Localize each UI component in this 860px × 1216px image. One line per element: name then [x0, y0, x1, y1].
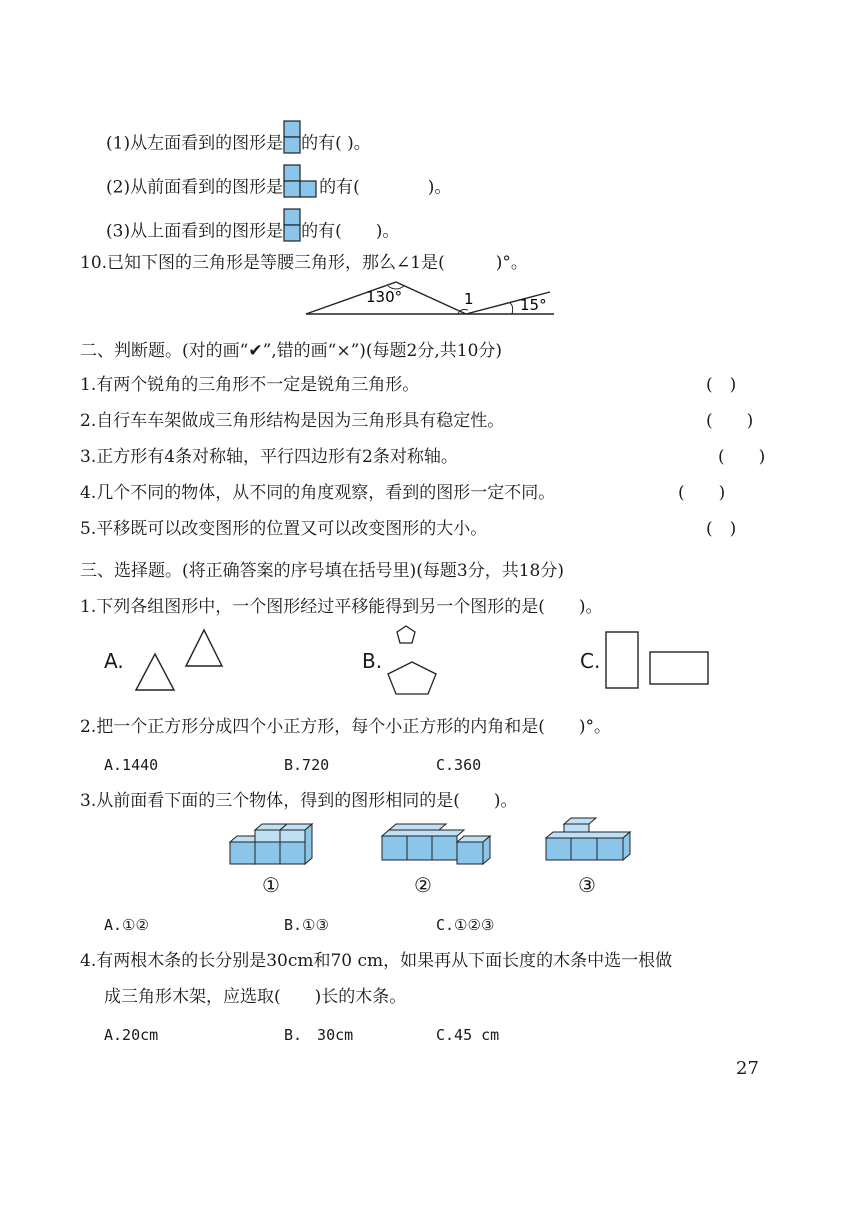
tf-item-4: 4.几个不同的物体，从不同的角度观察，看到的图形一定不同。 — [80, 483, 556, 503]
cube-label-1: ① — [262, 873, 280, 897]
tf-paren-1[interactable]: ( ) — [706, 375, 737, 395]
option-b-pentagons — [384, 622, 444, 698]
tf-item-1: 1.有两个锐角的三角形不一定是锐角三角形。 — [80, 375, 420, 395]
mc-q4-option-c[interactable]: C.45 cm — [436, 1026, 500, 1044]
mc-q1-text: 1.下列各组图形中，一个图形经过平移能得到另一个图形的是( )。 — [80, 597, 603, 617]
mc-q3-option-b[interactable]: B.①③ — [284, 916, 329, 934]
mc-q4-option-a[interactable]: A.20cm — [104, 1026, 159, 1044]
q9-line-2-pre: (2)从前面看到的图形是 — [106, 177, 284, 198]
section-2-title: 二、判断题。(对的画“✔”,错的画“×”)(每题2分,共10分) — [80, 341, 503, 361]
cube-figure-3 — [544, 816, 634, 866]
mc-q4-line-1: 4.有两根木条的长分别是30cm和70 cm，如果再从下面长度的木条中选一根做 — [80, 951, 673, 971]
two-stacked-squares-icon — [283, 120, 301, 156]
tf-paren-2[interactable]: ( ) — [706, 411, 754, 431]
tf-paren-5[interactable]: ( ) — [706, 519, 737, 539]
angle-1-label: 1 — [464, 290, 474, 308]
mc-q1-option-b[interactable]: B. — [362, 649, 383, 673]
q9-line-2 — [106, 170, 451, 206]
cube-figure-1 — [228, 820, 320, 868]
q9-line-1 — [106, 126, 371, 162]
q9-line-2-post: 的有( )。 — [319, 177, 452, 198]
mc-q1-option-c[interactable]: C. — [580, 649, 601, 673]
mc-q2-option-c[interactable]: C.360 — [436, 756, 482, 774]
mc-q4-line-2: 成三角形木架，应选取( )长的木条。 — [104, 987, 407, 1007]
tf-paren-4[interactable]: ( ) — [678, 483, 726, 503]
isosceles-triangle-diagram — [300, 276, 560, 320]
mc-q4-option-b[interactable]: B. 30cm — [284, 1026, 354, 1044]
two-stacked-squares-icon — [283, 208, 301, 244]
mc-q3-text: 3.从前面看下面的三个物体，得到的图形相同的是( )。 — [80, 791, 518, 811]
page-number: 27 — [736, 1058, 759, 1079]
mc-q3-option-a[interactable]: A.①② — [104, 916, 149, 934]
l-shape-squares-icon — [283, 164, 319, 200]
mc-q3-option-c[interactable]: C.①②③ — [436, 916, 495, 934]
cube-figure-2 — [380, 820, 492, 868]
q9-line-3-post: 的有( )。 — [301, 221, 400, 242]
angle-15-label: 15° — [520, 296, 547, 314]
mc-q2-text: 2.把一个正方形分成四个小正方形，每个小正方形的内角和是( )°。 — [80, 717, 611, 737]
cube-label-2: ② — [414, 873, 432, 897]
section-3-title: 三、选择题。(将正确答案的序号填在括号里)(每题3分，共18分) — [80, 561, 564, 581]
q9-line-3 — [106, 214, 399, 250]
tf-paren-3[interactable]: ( ) — [718, 447, 766, 467]
mc-q2-option-a[interactable]: A.1440 — [104, 756, 159, 774]
mc-q2-option-b[interactable]: B.720 — [284, 756, 330, 774]
tf-item-3: 3.正方形有4条对称轴，平行四边形有2条对称轴。 — [80, 447, 458, 467]
cube-label-3: ③ — [578, 873, 596, 897]
tf-item-5: 5.平移既可以改变图形的位置又可以改变图形的大小。 — [80, 519, 488, 539]
q9-line-1-pre: (1)从左面看到的图形是 — [106, 133, 284, 154]
option-a-triangles — [130, 624, 230, 694]
q9-line-1-post: 的有( )。 — [301, 133, 371, 154]
q10-text: 10.已知下图的三角形是等腰三角形，那么∠1是( )°。 — [80, 253, 528, 273]
option-c-rectangles — [604, 630, 714, 692]
tf-item-2: 2.自行车车架做成三角形结构是因为三角形具有稳定性。 — [80, 411, 505, 431]
mc-q1-option-a[interactable]: A. — [104, 649, 124, 673]
q9-line-3-pre: (3)从上面看到的图形是 — [106, 221, 284, 242]
angle-130-label: 130° — [366, 288, 403, 306]
